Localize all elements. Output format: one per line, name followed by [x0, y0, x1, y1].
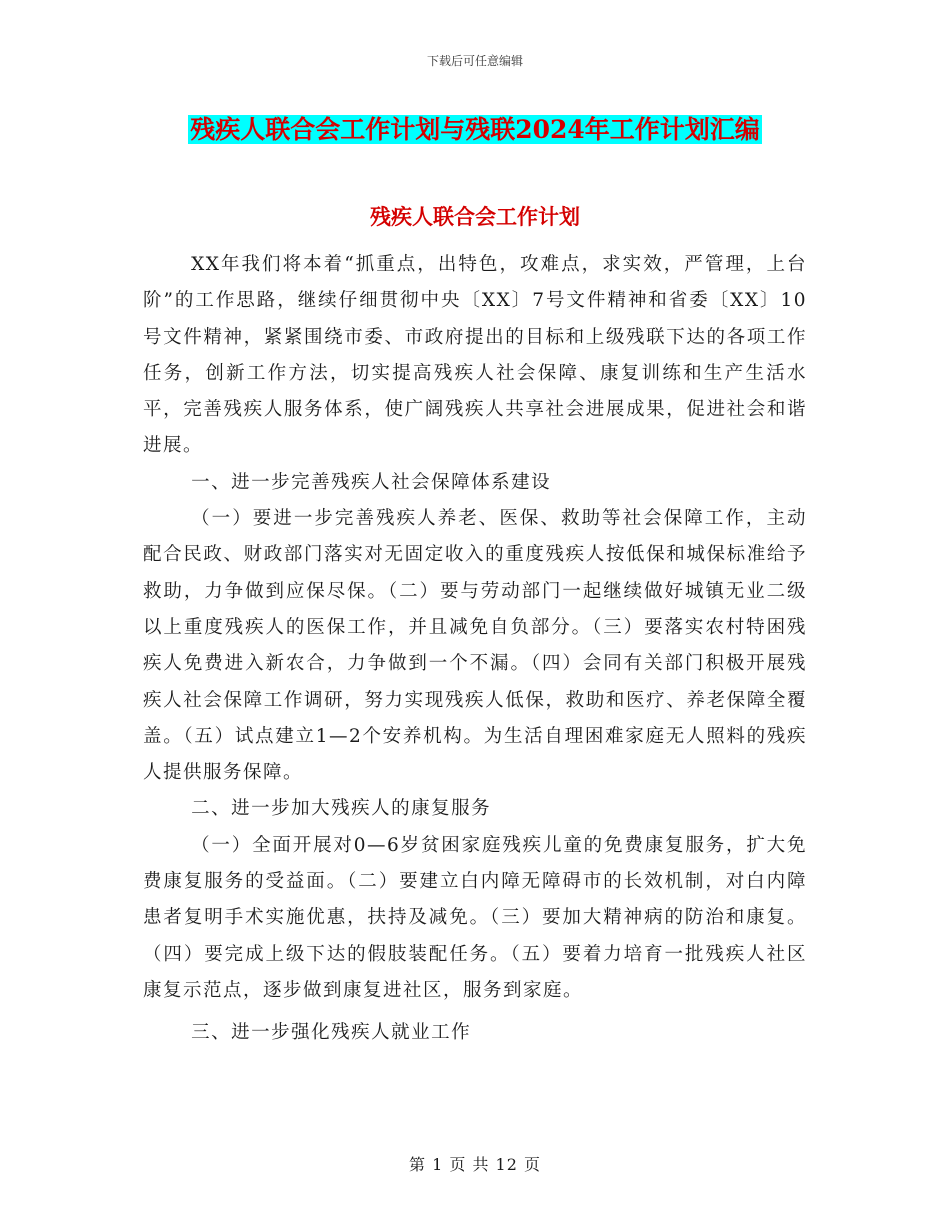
section-heading-3: 三、进一步强化残疾人就业工作 — [191, 1022, 472, 1044]
section-2-paragraph: （一）全面开展对0—6岁贫困家庭残疾儿童的免费康复服务，扩大免费康复服务的受益面。（二）要建立白内障无障碍市的长效机制，对白内障患者复明手术实施优惠，扶持及减免。（三）要加大精神病的防治和康复。（四）要完成上级下达的假肢装配任务。（五）要着力培育一批残疾人社区康复示范点，逐步做到康复进社区，服务到家庭。 — [143, 834, 807, 1001]
section-heading-2: 二、进一步加大残疾人的康复服务 — [191, 798, 492, 820]
page-header-note: 下载后可任意编辑 — [426, 54, 523, 68]
section-1-paragraph: （一）要进一步完善残疾人养老、医保、救助等社会保障工作，主动配合民政、财政部门落实对无固定收入的重度残疾人按低保和城保标准给予救助，力争做到应保尽保。（二）要与劳动部门一起继续做好城镇无业二级以上重度残疾人的医保工作，并且减免自负部分。（三）要落实农村特困残疾人免费进入新农合，力争做到一个不漏。（四）会同有关部门积极开展残疾人社会保障工作调研，努力实现残疾人低保，救助和医疗、养老保障全覆盖。（五）试点建立1—2个安养机构。为生活自理困难家庭无人照料的残疾人提供服务保障。 — [143, 508, 807, 784]
document-main-title — [0, 112, 950, 148]
intro-paragraph: XX年我们将本着“抓重点，出特色，攻难点，求实效，严管理，上台阶”的工作思路，继续仔细贯彻中央〔XX〕7号文件精神和省委〔XX〕10号文件精神，紧紧围绕市委、市政府提出的目标和上级残联下达的各项工作任务，创新工作方法，切实提高残疾人社会保障、康复训练和生产生活水平，完善残疾人服务体系，使广阔残疾人共享社会进展成果，促进社会和谐进展。 — [143, 254, 807, 457]
document-body — [143, 247, 807, 1052]
section-heading-1: 一、进一步完善残疾人社会保障体系建设 — [191, 471, 552, 493]
page-number-footer: 第 1 页 共 12 页 — [409, 1155, 541, 1174]
section-title: 残疾人联合会工作计划 — [370, 204, 580, 229]
main-title-text: 残疾人联合会工作计划与残联2024年工作计划汇编 — [190, 115, 760, 144]
